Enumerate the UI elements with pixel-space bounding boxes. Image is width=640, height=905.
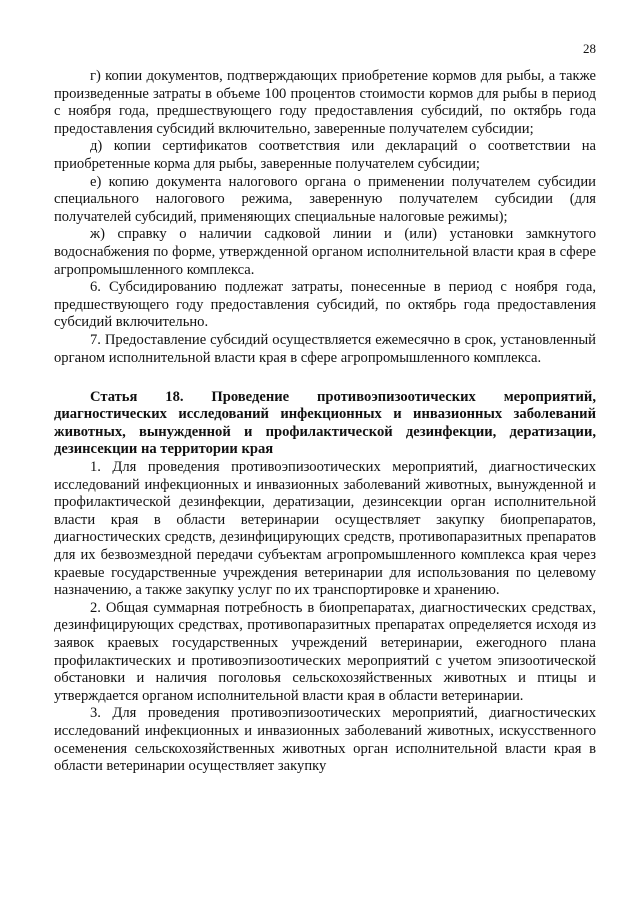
article-18-heading: Статья 18. Проведение противоэпизоотических мероприятий, диагностических исследований инфекционных и инвазионных заболеваний животных, вынужденной и профилактической дезинфекции, дератизации, дезинсекции на территории края — [54, 388, 596, 458]
paragraph-g: г) копии документов, подтверждающих приобретение кормов для рыбы, а также произведенные затраты в объеме 100 процентов стоимости кормов для рыбы в период с ноября года, предшествующего году предоставления субсидий, по октябрь года предоставления субсидий включительно, заверенные получателем субсидии; — [54, 68, 596, 137]
paragraph-d: д) копии сертификатов соответствия или деклараций о соответствии на приобретенные корма для рыбы, заверенные получателем субсидии; — [54, 138, 596, 172]
paragraph-6: 6. Субсидированию подлежат затраты, понесенные в период с ноября года, предшествующего году предоставления субсидий, по октябрь года предоставления субсидий включительно. — [54, 279, 596, 331]
document-body — [54, 68, 596, 776]
paragraph-e: е) копию документа налогового органа о применении получателем субсидии специального налогового режима, заверенную получателем субсидии (для получателей субсидий, применяющих специальные налоговые режимы); — [54, 173, 596, 225]
article-18-paragraph-3: 3. Для проведения противоэпизоотических мероприятий, диагностических исследований инфекционных и инвазионных заболеваний животных, искусственного осеменения сельскохозяйственных животных орган исполнительной власти края в области ветеринарии осуществляет закупку — [54, 705, 596, 775]
paragraph-zh: ж) справку о наличии садковой линии и (или) установки замкнутого водоснабжения по форме, утвержденной органом исполнительной власти края в сфере агропромышленного комплекса. — [54, 226, 596, 278]
article-18-paragraph-2: 2. Общая суммарная потребность в биопрепаратах, диагностических средствах, дезинфицирующих средствах, противопаразитных препаратах определяется исходя из заявок краевых государственных учреждений ветеринарии, ежегодного плана профилактических и противоэпизоотических мероприятий с учетом эпизоотической обстановки и наличия поголовья сельскохозяйственных животных и птицы и утверждается органом исполнительной власти края в области ветеринарии. — [54, 599, 596, 704]
page-number: 28 — [583, 41, 596, 56]
section-spacer — [54, 367, 596, 385]
paragraph-7: 7. Предоставление субсидий осуществляется ежемесячно в срок, установленный органом исполнительной власти края в сфере агропромышленного комплекса. — [54, 331, 596, 366]
article-18-paragraph-1: 1. Для проведения противоэпизоотических мероприятий, диагностических исследований инфекционных и инвазионных заболеваний животных, вынужденной и профилактической дезинфекции, дератизации, дезинсекции орган исполнительной власти края в области ветеринарии осуществляет закупку биопрепаратов, диагностических средств, дезинфицирующих средств, противопаразитных препаратов для их безвозмездной передачи субъектам агропромышленного комплекса края через краевые государственные учреждения ветеринарии для использования по целевому назначению, а также закупку услуг по их транспортировке и хранению. — [54, 459, 596, 599]
